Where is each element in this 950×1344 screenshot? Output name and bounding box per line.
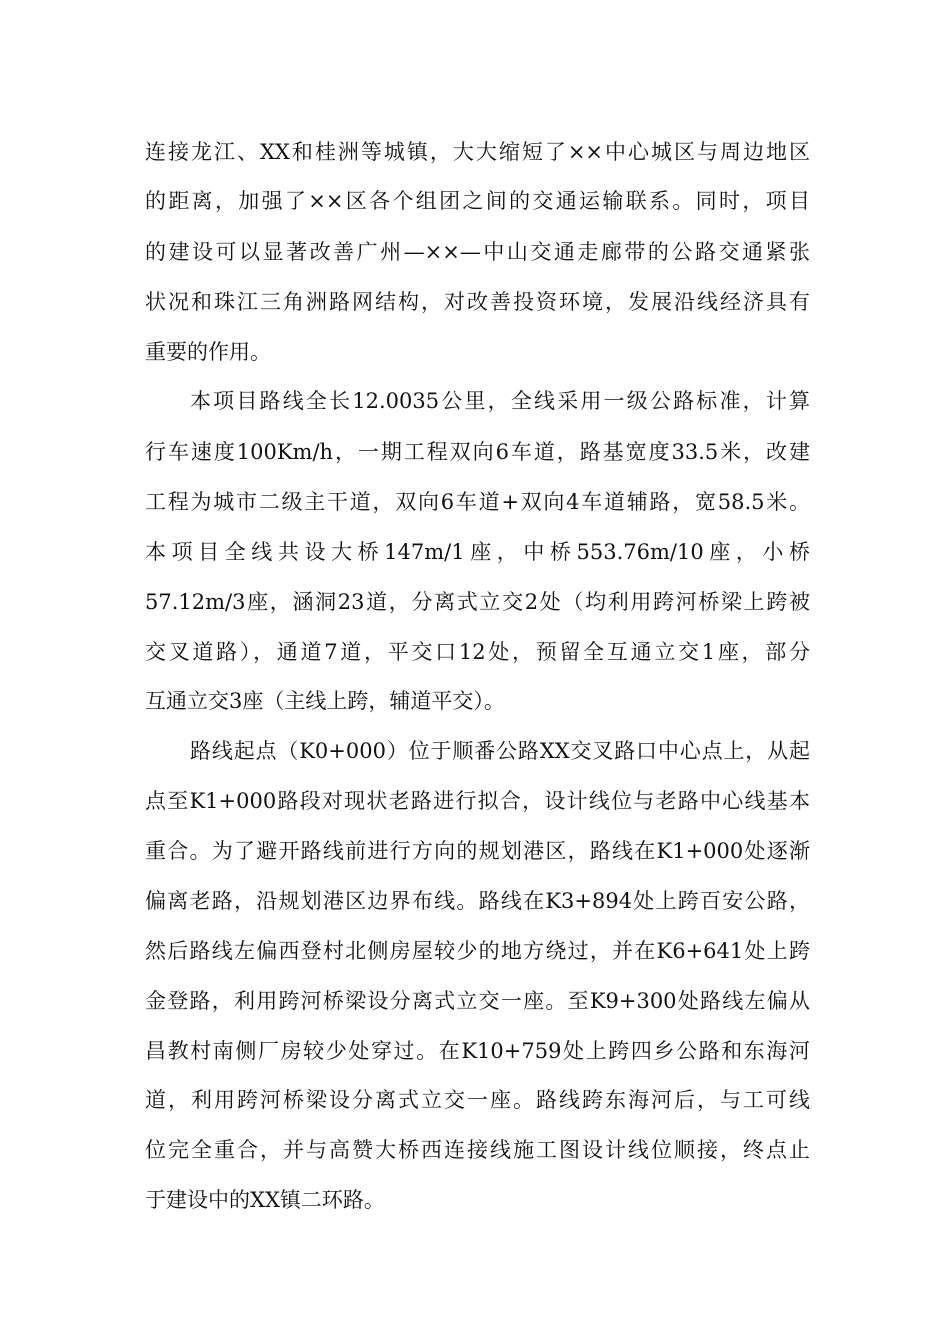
text-line: 本项目全线共设大桥147m/1座，中桥553.76m/10座，小桥 [145,540,810,564]
text-line: 道，利用跨河桥梁设分离式立交一座。路线跨东海河后，与工可线 [145,1088,810,1112]
text-line: 点至K1+000路段对现状老路进行拟合，设计线位与老路中心线基本 [145,789,810,813]
text-line: 路线起点（K0+000）位于顺番公路XX交叉路口中心点上，从起 [190,739,810,763]
text-line: 57.12m/3座，涵洞23道，分离式立交2处（均利用跨河桥梁上跨被 [145,590,810,614]
text-line: 昌教村南侧厂房较少处穿过。在K10+759处上跨四乡公路和东海河 [145,1039,810,1063]
text-line: 本项目路线全长12.0035公里，全线采用一级公路标准，计算 [190,389,810,413]
text-line: 互通立交3座（主线上跨，辅道平交）。 [145,689,505,713]
text-line: 重合。为了避开路线前进行方向的规划港区，路线在K1+000处逐渐 [145,839,810,863]
text-line: 金登路，利用跨河桥梁设分离式立交一座。至K9+300处路线左偏从 [145,989,810,1013]
text-line: 工程为城市二级主干道，双向6车道+双向4车道辅路，宽58.5米。 [145,490,810,514]
text-line: 重要的作用。 [145,340,271,364]
text-line: 然后路线左偏西登村北侧房屋较少的地方绕过，并在K6+641处上跨 [145,939,810,963]
text-line: 于建设中的XX镇二环路。 [145,1188,385,1212]
text-line: 交叉道路），通道7道，平交口12处，预留全互通立交1座，部分 [145,640,810,664]
text-line: 的距离，加强了××区各个组团之间的交通运输联系。同时，项目 [145,189,810,213]
text-line: 连接龙江、XX和桂洲等城镇，大大缩短了××中心城区与周边地区 [145,140,810,164]
text-line: 状况和珠江三角洲路网结构，对改善投资环境，发展沿线经济具有 [145,290,810,314]
text-line: 位完全重合，并与高赞大桥西连接线施工图设计线位顺接，终点止 [145,1138,810,1162]
text-line: 的建设可以显著改善广州—××—中山交通走廊带的公路交通紧张 [145,240,810,264]
text-line: 偏离老路，沿规划港区边界布线。路线在K3+894处上跨百安公路， [145,889,810,913]
text-line: 行车速度100Km/h，一期工程双向6车道，路基宽度33.5米，改建 [145,440,810,464]
